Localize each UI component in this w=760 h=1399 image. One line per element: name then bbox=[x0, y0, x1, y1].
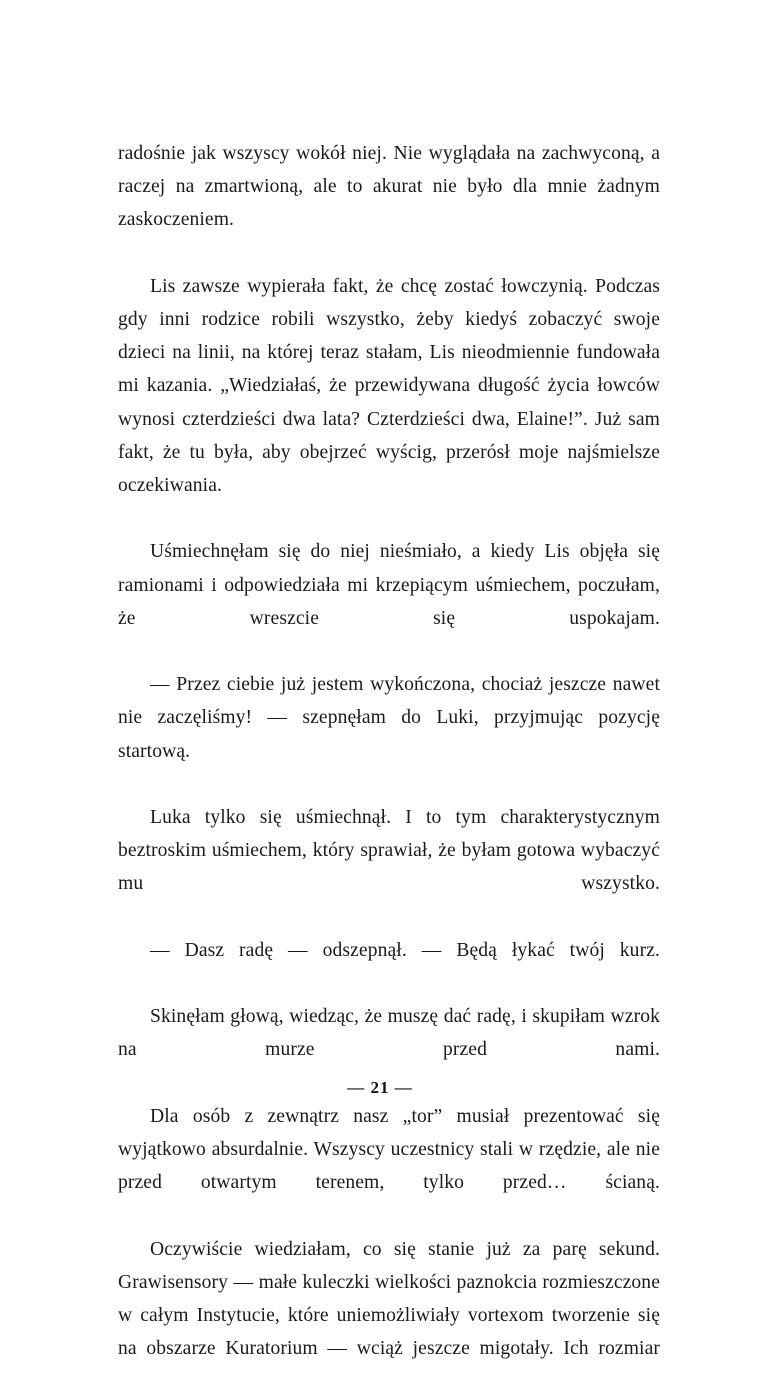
paragraph: radośnie jak wszyscy wokół niej. Nie wyglądała na zachwyconą, a raczej na zmartwioną, ale to akurat nie było dla mnie żadnym zaskoczeniem. bbox=[118, 143, 660, 231]
paragraph: Skinęłam głową, wiedząc, że muszę dać radę, i skupiłam wzrok na murze przed nami. bbox=[118, 1006, 660, 1061]
page-number: — 21 — bbox=[347, 1078, 413, 1097]
paragraph: Luka tylko się uśmiechnął. I to tym charakterystycznym beztroskim uśmiechem, który sprawiał, że byłam gotowa wybaczyć mu wszystko. bbox=[118, 807, 660, 895]
paragraph: Oczywiście wiedziałam, co się stanie już za parę sekund. Grawisensory — małe kuleczki wielkości paznokcia rozmieszczone w całym Instytucie, które uniemożliwiały vortexom tworzenie się na obszarze Kuratorium — wciąż jeszcze migotały. Ich rozmiar bbox=[118, 1238, 660, 1360]
page-text-block bbox=[118, 137, 660, 1399]
paragraph: — Dasz radę — odszepnął. — Będą łykać twój kurz. bbox=[150, 939, 660, 961]
paragraph: Lis zawsze wypierała fakt, że chcę zostać łowczynią. Podczas gdy inni rodzice robili wszystko, żeby kiedyś zobaczyć swoje dzieci na linii, na której teraz stałam, Lis nieodmiennie fundowała mi kazania. „Wiedziałaś, że przewidywana długość życia łowców wynosi czterdzieści dwa lata? Czterdzieści dwa, Elaine!”. Już sam fakt, że tu była, aby obejrzeć wyścig, przerósł moje najśmielsze oczekiwania. bbox=[118, 275, 660, 497]
paragraph: Dla osób z zewnątrz nasz „tor” musiał prezentować się wyjątkowo absurdalnie. Wszyscy uczestnicy stali w rzędzie, ale nie przed otwartym terenem, tylko przed… ścianą. bbox=[118, 1105, 660, 1194]
paragraph: — Przez ciebie już jestem wykończona, chociaż jeszcze nawet nie zaczęliśmy! — szepnęłam do Luki, przyjmując pozycję startową. bbox=[118, 674, 660, 762]
paragraph: Uśmiechnęłam się do niej nieśmiało, a kiedy Lis objęła się ramionami i odpowiedziała mi krzepiącym uśmiechem, poczułam, że wreszcie się uspokajam. bbox=[118, 541, 660, 629]
